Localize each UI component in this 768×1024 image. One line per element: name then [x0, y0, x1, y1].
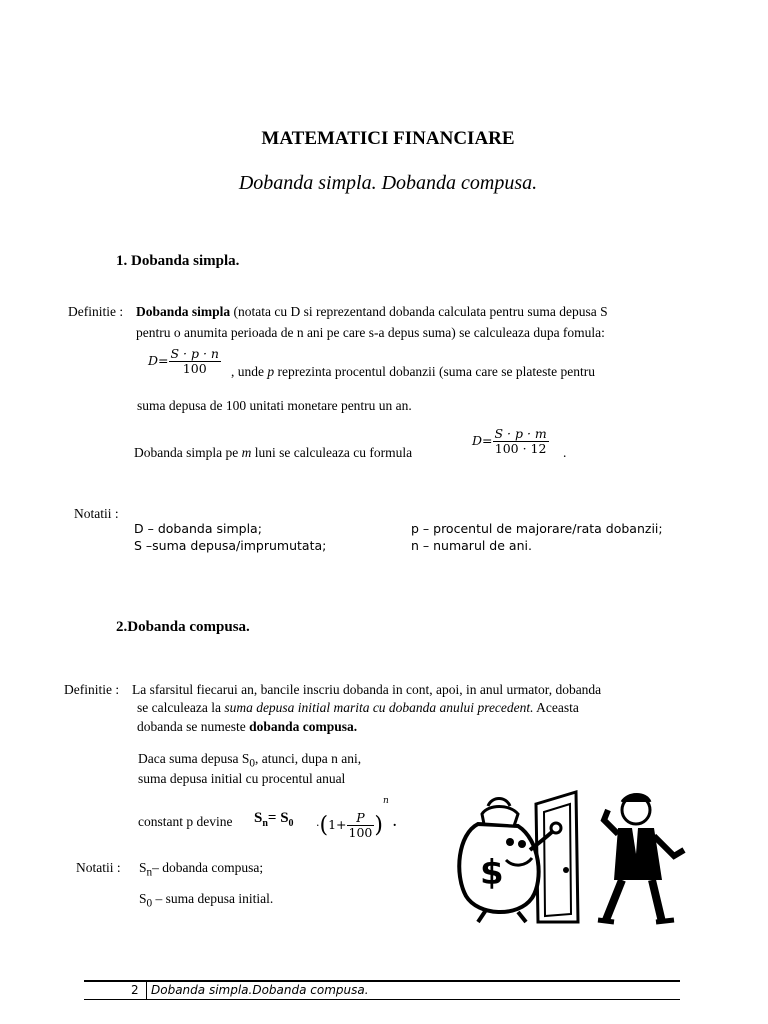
- page-subtitle: Dobanda simpla. Dobanda compusa.: [238, 172, 538, 194]
- formula1-explanation-cont: suma depusa de 100 unitati monetare pentru un an.: [137, 398, 412, 413]
- note-s0: $S_0$ – suma depusa initial.: [139, 891, 274, 910]
- section2-definition-line1: La sfarsitul fiecarui an, bancile inscriu dobanda in cont, apoi, in anul urmator, dobanda: [132, 682, 602, 697]
- note-s: S –suma depusa/imprumutata;: [134, 538, 327, 553]
- definition-text: (notata cu D si reprezentand dobanda calculata pentru suma depusa S: [230, 304, 608, 319]
- footer-separator: [146, 982, 147, 999]
- svg-text:$: $: [480, 853, 504, 893]
- formula1-explanation: , unde p reprezinta procentul dobanzii (suma care se plateste pentru: [231, 364, 595, 379]
- section1-notes-label: Notatii :: [74, 506, 119, 521]
- compound-para3: constant p devine: [138, 814, 233, 829]
- section1-definition-line1: [136, 304, 608, 320]
- note-p: p – procentul de majorare/rata dobanzii;: [411, 521, 663, 536]
- note-d: D – dobanda simpla;: [134, 521, 262, 536]
- variable-p: p: [267, 364, 275, 379]
- section2-definition-line3: dobanda se numeste dobanda compusa.: [137, 719, 358, 734]
- months-sentence: Dobanda simpla pe m luni se calculeaza cu formula: [134, 445, 413, 460]
- formula1-denominator: 100: [182, 361, 207, 377]
- formula2-period: .: [563, 445, 567, 460]
- compound-formula-period: .: [393, 814, 397, 829]
- formula-monthly-interest: [472, 427, 549, 457]
- footer-rule-bottom: [84, 999, 680, 1000]
- section1-definition-label: Definitie :: [68, 304, 124, 319]
- section2-definition-label: Definitie :: [64, 682, 120, 697]
- definition-italic: suma depusa initial marita cu dobanda anului precedent.: [224, 700, 534, 715]
- formula1-numerator: S · p · n: [170, 346, 219, 361]
- compound-para2: suma depusa initial cu procentul anual: [138, 771, 346, 786]
- footer-running-title: Dobanda simpla.Dobanda compusa.: [151, 983, 369, 997]
- formula2-lhs: D=: [472, 432, 493, 448]
- formula2-denominator: 100 · 12: [494, 441, 547, 457]
- section2-heading: 2.Dobanda compusa.: [116, 619, 250, 635]
- formula-simple-interest: [148, 347, 221, 377]
- compound-fraction: $\frac{P}{100}$: [348, 809, 373, 840]
- formula1-fraction: [169, 347, 221, 377]
- section2-definition-line2: se calculeaza la suma depusa initial marita cu dobanda anului precedent. Aceasta: [137, 700, 579, 715]
- formula-compound-factor: ·(1+ $\frac{P}{100}$ )$^n$: [316, 796, 389, 840]
- variable-m: m: [241, 445, 252, 460]
- section2-notes-label: Notatii :: [76, 860, 121, 875]
- definition-term-compound: dobanda compusa.: [249, 719, 358, 734]
- formula2-numerator: S · p · m: [494, 426, 547, 441]
- definition-term: Dobanda simpla: [136, 304, 231, 319]
- formula-compound-lhs: $S_n= S_0$: [254, 810, 294, 829]
- page-title: MATEMATICI FINANCIARE: [261, 128, 515, 149]
- section1-definition-line2: pentru o anumita perioada de n ani pe care s-a depus suma) se calculeaza dupa fomula:: [136, 325, 605, 340]
- section1-heading: 1. Dobanda simpla.: [116, 253, 240, 269]
- note-n: n – numarul de ani.: [411, 538, 532, 553]
- formula1-lhs: D=: [148, 352, 169, 368]
- compound-para1: Daca suma depusa $S_0$, atunci, dupa n ani,: [138, 751, 362, 770]
- footer-page-number: 2: [131, 983, 139, 997]
- footer-rule-top: [84, 980, 680, 982]
- formula2-fraction: [493, 427, 549, 457]
- money-bag-illustration: [448, 784, 692, 926]
- note-sn: $S_n-$ dobanda compusa;: [139, 860, 264, 879]
